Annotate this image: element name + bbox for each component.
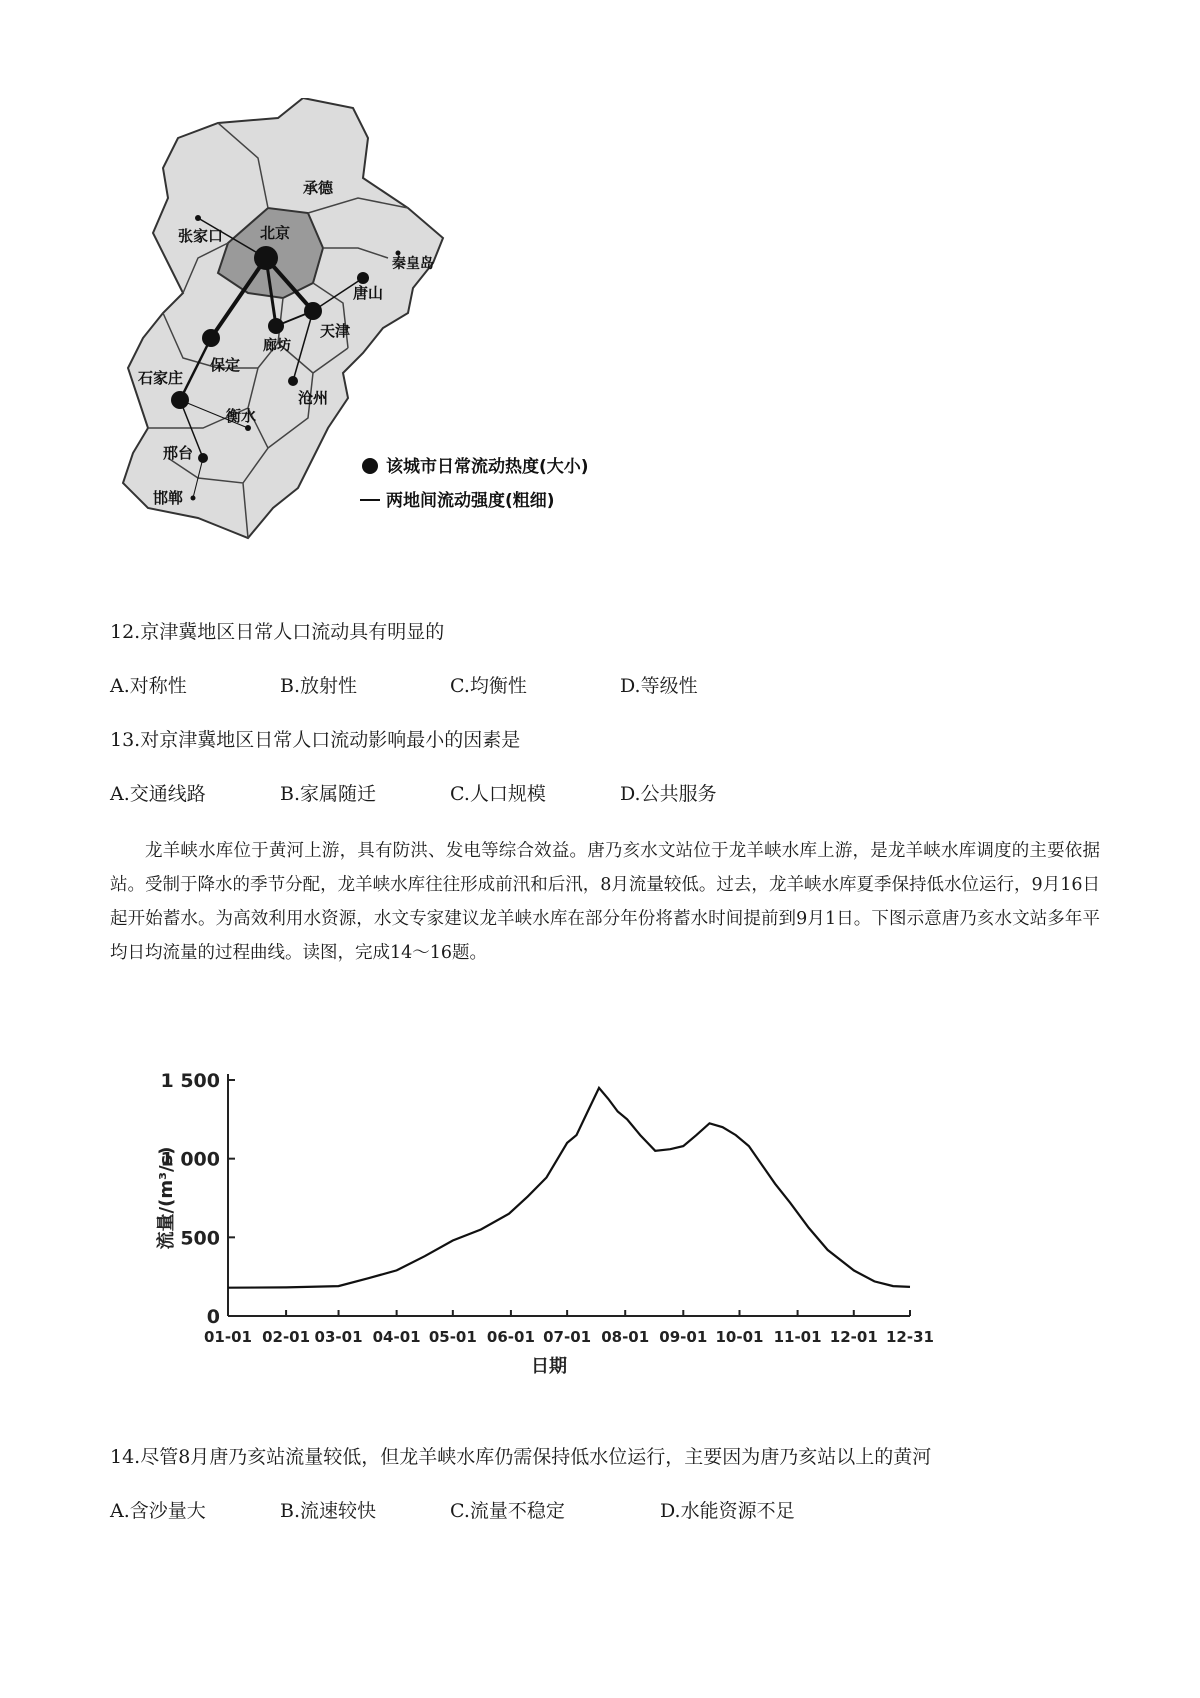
q12-option-d[interactable]: D.等级性	[620, 675, 698, 697]
jingjinji-flow-map	[108, 98, 728, 588]
reading-passage	[110, 834, 1100, 970]
legend-node-icon	[362, 458, 378, 474]
q12-option-b[interactable]: B.放射性	[280, 675, 358, 697]
x-tick-label: 12-01	[829, 1328, 878, 1346]
x-tick-label: 11-01	[773, 1328, 822, 1346]
q13-option-a[interactable]: A.交通线路	[110, 783, 206, 805]
x-tick-label: 10-01	[715, 1328, 764, 1346]
x-tick-label: 04-01	[372, 1328, 421, 1346]
passage-text: 龙羊峡水库位于黄河上游，具有防洪、发电等综合效益。唐乃亥水文站位于龙羊峡水库上游，是龙羊峡水库调度的主要依据站。受制于降水的季节分配，龙羊峡水库往往形成前汛和后汛，8月流量较低。过去，龙羊峡水库夏季保持低水位运行，9月16日起开始蓄水。为高效利用水资源，水文专家建议龙羊峡水库在部分年份将蓄水时间提前到9月1日。下图示意唐乃亥水文站多年平均日均流量的过程曲线。读图，完成14～16题。	[110, 841, 1100, 963]
label-chengde: 承德	[303, 179, 334, 197]
y-tick-label: 1 000	[160, 1148, 220, 1171]
node-tianjin	[304, 302, 322, 320]
y-tick-label: 500	[180, 1227, 220, 1250]
node-langfang	[268, 318, 284, 334]
flow-chart	[150, 1060, 950, 1400]
question-12: 12.京津冀地区日常人口流动具有明显的	[110, 621, 445, 643]
label-tangshan: 唐山	[353, 284, 384, 302]
label-beijing: 北京	[260, 224, 291, 242]
label-qinhuangdao: 秦皇岛	[392, 256, 434, 272]
y-tick-label: 0	[206, 1306, 220, 1328]
x-axis-label: 日期	[531, 1356, 567, 1377]
x-tick-label: 12-31	[886, 1328, 934, 1346]
q13-option-b[interactable]: B.家属随迁	[280, 783, 377, 805]
node-baoding	[202, 329, 220, 347]
y-tick-label: 1 500	[160, 1070, 220, 1092]
q13-option-d[interactable]: D.公共服务	[620, 783, 717, 805]
node-handan	[191, 496, 196, 501]
node-shijiazhuang	[171, 391, 189, 409]
label-hengshui: 衡水	[226, 407, 257, 425]
y-axis-label: 流量/(m³/s)	[156, 1146, 177, 1250]
legend-line-label: 两地间流动强度(粗细)	[386, 491, 555, 511]
node-beijing	[254, 246, 278, 270]
x-tick-label: 03-01	[314, 1328, 363, 1346]
q14-option-c[interactable]: C.流量不稳定	[450, 1500, 565, 1522]
series-line	[228, 1088, 910, 1288]
x-tick-label: 06-01	[486, 1328, 535, 1346]
x-tick-label: 05-01	[428, 1328, 477, 1346]
map-figure	[108, 98, 728, 588]
label-xingtai: 邢台	[163, 444, 194, 462]
question-13: 13.对京津冀地区日常人口流动影响最小的因素是	[110, 729, 521, 751]
x-tick-label: 02-01	[262, 1328, 311, 1346]
q14-option-d[interactable]: D.水能资源不足	[660, 1500, 795, 1522]
node-cangzhou	[288, 376, 298, 386]
q13-option-c[interactable]: C.人口规模	[450, 783, 546, 805]
node-hengshui	[245, 425, 251, 431]
flow-line-chart	[150, 1060, 950, 1400]
question-14: 14.尽管8月唐乃亥站流量较低，但龙羊峡水库仍需保持低水位运行，主要因为唐乃亥站以上的黄河	[110, 1446, 932, 1468]
legend-node-label: 该城市日常流动热度(大小)	[386, 457, 589, 477]
x-tick-label: 08-01	[601, 1328, 650, 1346]
label-zhangjiakou: 张家口	[178, 227, 224, 245]
label-shijiazhuang: 石家庄	[138, 369, 184, 387]
q14-option-b[interactable]: B.流速较快	[280, 1500, 377, 1522]
label-handan: 邯郸	[153, 489, 184, 507]
x-tick-label: 01-01	[204, 1328, 252, 1346]
label-baoding: 保定	[210, 356, 241, 374]
node-qinhuangdao	[396, 251, 401, 256]
node-tangshan	[357, 272, 369, 284]
x-tick-label: 07-01	[543, 1328, 592, 1346]
q12-option-c[interactable]: C.均衡性	[450, 675, 527, 697]
node-xingtai	[198, 453, 208, 463]
label-langfang: 廊坊	[263, 338, 291, 354]
x-tick-label: 09-01	[659, 1328, 708, 1346]
q12-option-a[interactable]: A.对称性	[110, 675, 187, 697]
label-tianjin: 天津	[320, 322, 351, 340]
q14-option-a[interactable]: A.含沙量大	[110, 1500, 206, 1522]
label-cangzhou: 沧州	[298, 389, 329, 407]
node-zhangjiakou	[195, 215, 201, 221]
